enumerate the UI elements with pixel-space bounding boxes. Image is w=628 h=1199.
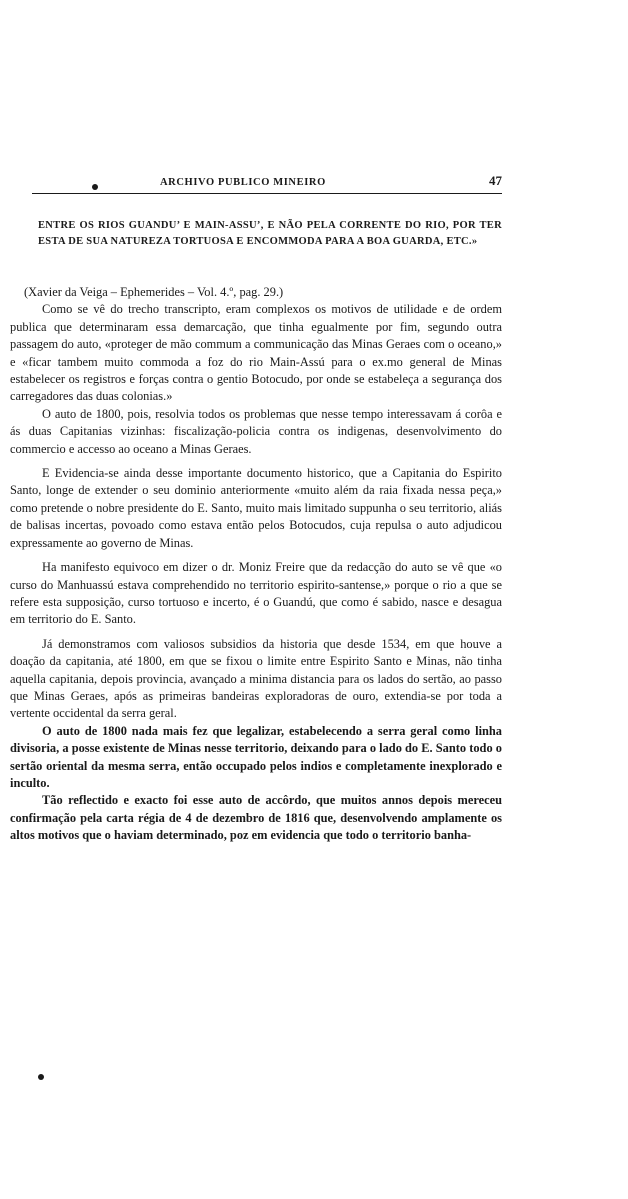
- header-title: ARCHIVO PUBLICO MINEIRO: [160, 177, 326, 188]
- header-dot: [92, 184, 98, 190]
- footer-dot: [38, 1074, 44, 1080]
- header-rule: [32, 193, 502, 194]
- body-text: [10, 284, 502, 845]
- paragraph: Como se vê do trecho transcripto, eram complexos os motivos de utilidade e de ordem publica que determinaram essa demarcação, que tinha egualmente por fim, segundo outra passagem do auto, «proteger de mão commum a communicação das Minas Geraes com o oceano,» e «ficar tambem muito commoda a foz do rio Main-Assú para o ex.mo general de Minas estabelecer os registros e forças contra o gentio Botocudo, por onde se estabeleça a segurança dos carregadores das duas colonias.»: [10, 302, 502, 404]
- paragraph: Já demonstramos com valiosos subsidios da historia que desde 1534, em que houve a doação da capitania, até 1800, em que se fixou o limite entre Espirito Santo e Minas, não tinha aquella capitania, depois provincia, avançado a minima distancia para os lados do sertão, ao passo que Minas Geraes, após as primeiras bandeiras exploradoras de ouro, extendia-se por toda a vertente occidental da serra geral.: [10, 636, 502, 721]
- paragraph: O auto de 1800 nada mais fez que legalizar, estabelecendo a serra geral como linha divisoria, a posse existente de Minas nesse territorio, deixando para o lado do E. Santo todo o sertão oriental da mesma serra, então occupado pelos indios e completamente inexplorado e inculto.: [10, 723, 502, 790]
- running-header: [32, 173, 502, 195]
- paragraph: E Evidencia-se ainda desse importante documento historico, que a Capitania do Espirito Santo, longe de extender o seu dominio anteriormente «muito além da raia fixada nessa peça,» como pretende o nobre presidente do E. Santo, muito mais limitado suppunha o seu territorio, aliás de balisas incertas, povoado como estava então pelos Botocudos, cuja repulsa o auto adjudicou expressamente ao governo de Minas.: [10, 466, 502, 550]
- citation: (Xavier da Veiga – Ephemerides – Vol. 4.º, pag. 29.): [24, 285, 284, 299]
- page-number: 47: [489, 173, 502, 188]
- paragraph: O auto de 1800, pois, resolvia todos os problemas que nesse tempo interessavam á corôa e ás duas Capitanias vizinhas: fiscalização-policia contra os indigenas, desenvolvimento do commercio e accesso ao oceano a Minas Geraes.: [10, 406, 502, 456]
- quoted-excerpt: ENTRE OS RIOS GUANDU’ E MAIN-ASSU’, E NÃO PELA CORRENTE DO RIO, POR TER ESTA DE SUA NATUREZA TORTUOSA E ENCOMMODA PARA A BOA GUARDA, ETC.»: [38, 220, 502, 247]
- paragraph: Tão reflectido e exacto foi esse auto de accôrdo, que muitos annos depois mereceu confirmação pela carta régia de 4 de dezembro de 1816 que, desenvolvendo amplamente os altos motivos que o haviam determinado, poz em evidencia que todo o territorio banha-: [10, 793, 502, 843]
- paragraph: Ha manifesto equivoco em dizer o dr. Moniz Freire que da redacção do auto se vê que «o curso do Manhuassú estava comprehendido no territorio espirito-santense,» porque o rio a que se refere esta supposição, curso tortuoso e incerto, é o Guandú, que como é sabido, nasce e desagua em territorio do E. Santo.: [10, 560, 502, 627]
